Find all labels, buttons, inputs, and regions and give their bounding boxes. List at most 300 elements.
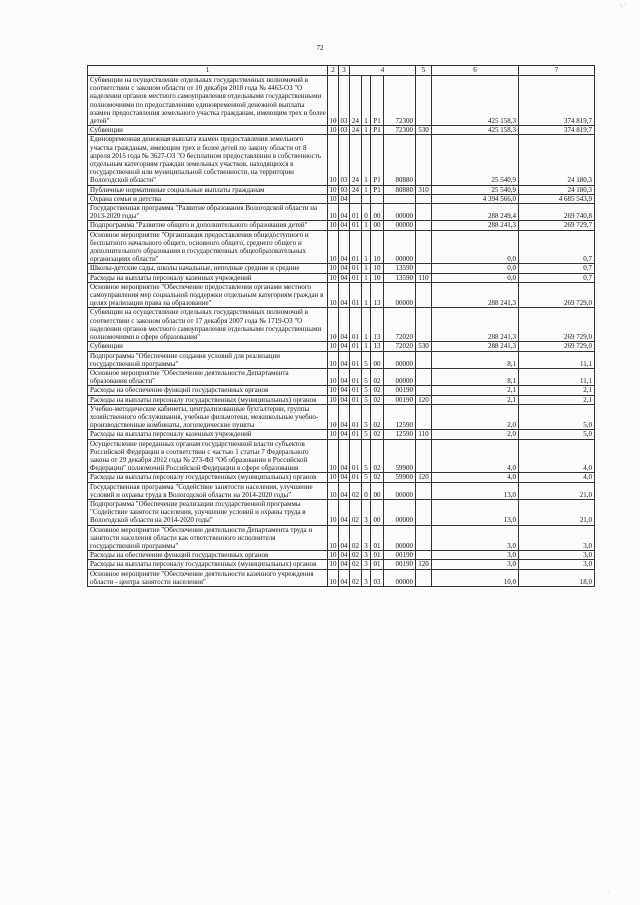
- table-row: [88, 194, 595, 203]
- row-name: Основное мероприятие "Обеспечение предоставления органами местного самоуправления мер социальной поддержки отдельным категориям граждан в целях реализации права на образование": [88, 282, 328, 308]
- row-subsection: 03: [339, 135, 350, 185]
- row-amount-2020: 288 241,3: [432, 342, 519, 351]
- row-amount-2020: 8,1: [432, 351, 519, 368]
- row-measure-code: 13: [371, 282, 384, 308]
- row-amount-2020: 288 249,4: [432, 204, 519, 221]
- row-expense-type: [416, 76, 432, 126]
- row-amount-2021: 18,0: [519, 569, 595, 586]
- row-section: 10: [328, 76, 339, 126]
- row-measure-code: 01: [371, 560, 384, 569]
- row-amount-2020: 288 241,3: [432, 282, 519, 308]
- row-subsection: 04: [340, 386, 348, 395]
- row-measure-code: P1: [371, 76, 384, 126]
- row-program-code: 01: [350, 342, 362, 351]
- row-program-code: 01: [350, 351, 362, 368]
- row-subprogram-code: 0: [362, 482, 371, 499]
- row-direction-code: 00000: [384, 230, 416, 264]
- row-section: 10: [329, 273, 337, 282]
- row-program-code: 02: [350, 499, 362, 525]
- row-direction-code: 80880: [384, 135, 416, 185]
- row-name: Субвенции на осуществление отдельных государственных полномочий в соответствии с законом области от 10 декабря 2018 года № 4463-ОЗ "О наделении органов местного самоуправления отдельными государственными полномочиями по предоставлению единовременной денежной выплаты взамен предоставления земельного участка гражданам, имеющим трех и более детей": [88, 76, 328, 126]
- row-subsection: 03: [340, 185, 348, 194]
- row-direction-code: 72300: [384, 76, 416, 126]
- table-row: [88, 430, 595, 439]
- row-name: Расходы на выплаты персоналу казенных учреждений: [88, 273, 328, 282]
- row-program-code: 01: [350, 368, 362, 385]
- row-section: 10: [328, 525, 339, 551]
- row-expense-type: [416, 221, 432, 230]
- header-cell-2: 2: [328, 66, 339, 76]
- row-amount-2020: 13,0: [432, 482, 519, 499]
- row-expense-type: 120: [416, 473, 432, 482]
- row-measure-code: 02: [371, 404, 384, 430]
- row-section: 10: [328, 569, 339, 586]
- row-direction-code: [384, 194, 416, 203]
- table-row: [88, 264, 595, 273]
- row-program-code: 02: [350, 560, 362, 569]
- row-name: Осуществление переданных органам государственной власти субъектов Российской Федерации в соответствии с частью 1 статьи 7 Федерального закона от 29 декабря 2012 года № 273-ФЗ "Об образовании в Российской Федерации" полномочий Российской Федерации в сфере образования: [88, 439, 328, 473]
- budget-table: [87, 65, 595, 587]
- row-expense-type: [416, 230, 432, 264]
- row-measure-code: 02: [371, 439, 384, 473]
- row-name: Государственная программа "Развитие образования Вологодской области на 2013-2020 годы": [88, 204, 328, 221]
- row-section: 10: [329, 430, 337, 439]
- row-amount-2021: 269 729,7: [519, 221, 595, 230]
- row-name: Подпрограмма "Развитие общего и дополнительного образования детей": [88, 221, 328, 230]
- row-section: 10: [328, 499, 339, 525]
- row-section: 10: [329, 386, 337, 395]
- row-name: Расходы на обеспечение функций государственных органов: [88, 386, 328, 395]
- row-section: 10: [329, 194, 337, 203]
- row-amount-2020: 2,0: [432, 404, 519, 430]
- row-amount-2020: 2,1: [432, 386, 519, 395]
- page-number: 72: [316, 44, 324, 52]
- row-section: 10: [328, 482, 339, 499]
- row-program-code: 02: [350, 551, 362, 560]
- row-subprogram-code: 1: [362, 264, 371, 273]
- table-row: [88, 551, 595, 560]
- row-section: 10: [328, 368, 339, 385]
- row-name: Основное мероприятие "Обеспечение деятельности Департамента образования области": [88, 368, 328, 385]
- row-subsection: 04: [340, 473, 348, 482]
- row-direction-code: 00000: [384, 204, 416, 221]
- row-amount-2020: 3,0: [432, 551, 519, 560]
- row-amount-2021: 2,1: [519, 386, 595, 395]
- row-name: Расходы на выплаты персоналу казенных учреждений: [88, 430, 328, 439]
- row-subprogram-code: 1: [362, 342, 371, 351]
- row-subsection: 04: [339, 308, 350, 342]
- row-direction-code: 72020: [384, 342, 416, 351]
- row-measure-code: 00: [371, 482, 384, 499]
- row-subprogram-code: 1: [362, 76, 371, 126]
- row-program-code: 24: [350, 135, 362, 185]
- row-section: 10: [328, 308, 339, 342]
- row-section: 10: [328, 230, 339, 264]
- corner-mark-bottom: · ·: [604, 889, 610, 895]
- row-amount-2021: 269 729,0: [519, 282, 595, 308]
- row-subsection: 04: [340, 342, 348, 351]
- row-name: Субвенции: [88, 126, 328, 135]
- table-row: [88, 404, 595, 430]
- row-expense-type: 110: [416, 430, 432, 439]
- table-row: [88, 395, 595, 404]
- row-name: Основное мероприятие "Обеспечение деятельности казенного учреждения области - центра занятости населения": [88, 569, 328, 586]
- row-amount-2020: 0,0: [432, 230, 519, 264]
- row-expense-type: 530: [416, 126, 432, 135]
- row-amount-2021: 2,1: [519, 395, 595, 404]
- row-measure-code: 03: [371, 569, 384, 586]
- row-amount-2021: 4,0: [519, 439, 595, 473]
- row-measure-code: 02: [371, 395, 384, 404]
- row-amount-2021: 3,0: [519, 560, 595, 569]
- row-amount-2021: 4 685 543,9: [519, 194, 595, 203]
- row-expense-type: [416, 135, 432, 185]
- row-expense-type: [416, 194, 432, 203]
- row-amount-2021: 269 729,0: [519, 308, 595, 342]
- row-amount-2020: 3,0: [432, 560, 519, 569]
- row-subsection: 04: [339, 499, 350, 525]
- row-direction-code: 00000: [384, 499, 416, 525]
- row-program-code: 01: [350, 221, 362, 230]
- table-row: [88, 273, 595, 282]
- row-section: 10: [328, 404, 339, 430]
- row-amount-2020: 288 241,3: [432, 221, 519, 230]
- row-subsection: 04: [339, 282, 350, 308]
- row-subsection: 04: [340, 395, 348, 404]
- row-subsection: 04: [339, 351, 350, 368]
- row-direction-code: 00000: [384, 221, 416, 230]
- table-row: [88, 482, 595, 499]
- row-amount-2020: 8,1: [432, 368, 519, 385]
- table-row: [88, 185, 595, 194]
- row-subprogram-code: 0: [362, 204, 371, 221]
- row-direction-code: 72300: [384, 126, 416, 135]
- row-subprogram-code: 1: [362, 126, 371, 135]
- row-amount-2021: 4,0: [519, 473, 595, 482]
- row-name: Охрана семьи и детства: [88, 194, 328, 203]
- row-subsection: 04: [339, 204, 350, 221]
- row-name: Субвенции: [88, 342, 328, 351]
- row-expense-type: [416, 404, 432, 430]
- row-program-code: 01: [350, 204, 362, 221]
- table-row: [88, 230, 595, 264]
- row-section: 10: [329, 395, 337, 404]
- row-subprogram-code: 1: [362, 273, 371, 282]
- row-measure-code: 02: [371, 368, 384, 385]
- row-subsection: 04: [339, 439, 350, 473]
- row-expense-type: [416, 264, 432, 273]
- row-direction-code: 00000: [384, 368, 416, 385]
- row-direction-code: 00000: [384, 525, 416, 551]
- table-row: [88, 342, 595, 351]
- row-section: 10: [329, 342, 337, 351]
- row-amount-2021: 0,7: [519, 230, 595, 264]
- row-measure-code: [371, 194, 384, 203]
- table-row: [88, 560, 595, 569]
- table-row: [88, 351, 595, 368]
- row-program-code: 01: [350, 230, 362, 264]
- row-program-code: 01: [350, 395, 362, 404]
- row-section: 10: [329, 264, 337, 273]
- row-amount-2020: 0,0: [432, 273, 519, 282]
- row-measure-code: 02: [371, 430, 384, 439]
- row-amount-2021: 5,0: [519, 404, 595, 430]
- row-amount-2020: 2,1: [432, 395, 519, 404]
- row-subsection: 03: [339, 76, 350, 126]
- row-direction-code: 00000: [384, 482, 416, 499]
- row-program-code: 24: [350, 126, 362, 135]
- row-direction-code: 12590: [384, 430, 416, 439]
- row-subprogram-code: 5: [362, 439, 371, 473]
- row-program-code: 01: [350, 308, 362, 342]
- row-subsection: 04: [340, 273, 348, 282]
- row-amount-2021: 3,0: [519, 551, 595, 560]
- row-section: 10: [329, 473, 337, 482]
- header-cell-5: 5: [416, 66, 432, 76]
- row-direction-code: 00000: [384, 282, 416, 308]
- row-amount-2021: 269 729,0: [519, 342, 595, 351]
- row-direction-code: 00190: [384, 551, 416, 560]
- row-measure-code: 00: [371, 499, 384, 525]
- row-amount-2021: 21,0: [519, 482, 595, 499]
- row-expense-type: [416, 368, 432, 385]
- row-name: Учебно-методические кабинеты, централизованные бухгалтерии, группы хозяйственного обслуживания, учебные фильмотеки, межшкольные учебно-производственные комбинаты, логопедические пункты: [88, 404, 328, 430]
- row-subsection: 04: [340, 194, 348, 203]
- row-amount-2020: 2,0: [432, 430, 519, 439]
- table-row: [88, 308, 595, 342]
- row-subsection: 04: [339, 404, 350, 430]
- row-expense-type: 110: [416, 273, 432, 282]
- row-program-code: 01: [350, 404, 362, 430]
- row-name: Основное мероприятие "Организация предоставления общедоступного и бесплатного начального общего, основного общего, среднего общего и дополнительного образования в государственных общеобразовательных организациях области": [88, 230, 328, 264]
- row-measure-code: 00: [371, 221, 384, 230]
- row-program-code: 24: [350, 185, 362, 194]
- row-amount-2020: 13,0: [432, 499, 519, 525]
- header-cell-6: 6: [432, 66, 519, 76]
- row-subsection: 04: [339, 569, 350, 586]
- row-direction-code: 00000: [384, 569, 416, 586]
- row-name: Подпрограмма "Обеспечение реализации государственной программы "Содействие занятости населения, улучшение условий и охраны труда в Вологодской области на 2014-2020 годы": [88, 499, 328, 525]
- row-measure-code: P1: [371, 135, 384, 185]
- table-row: [88, 126, 595, 135]
- row-amount-2021: 11,1: [519, 351, 595, 368]
- row-name: Публичные нормативные социальные выплаты гражданам: [88, 185, 328, 194]
- row-amount-2020: 0,0: [432, 264, 519, 273]
- row-name: Субвенции на осуществление отдельных государственных полномочий в соответствии с законом области от 17 декабря 2007 года № 1719-ОЗ "О наделении органов местного самоуправления отдельными государственными полномочиями в сфере образования": [88, 308, 328, 342]
- row-measure-code: 01: [371, 551, 384, 560]
- row-expense-type: [416, 282, 432, 308]
- table-row: [88, 221, 595, 230]
- row-direction-code: 13590: [384, 273, 416, 282]
- row-expense-type: [416, 551, 432, 560]
- row-amount-2021: 24 180,3: [519, 135, 595, 185]
- row-program-code: 24: [350, 76, 362, 126]
- row-program-code: 01: [350, 282, 362, 308]
- row-expense-type: [416, 308, 432, 342]
- row-name: Расходы на выплаты персоналу государственных (муниципальных) органов: [88, 560, 328, 569]
- row-subprogram-code: 3: [362, 551, 371, 560]
- row-program-code: 02: [350, 569, 362, 586]
- row-subsection: 04: [339, 525, 350, 551]
- row-program-code: 01: [350, 273, 362, 282]
- row-section: 10: [328, 135, 339, 185]
- row-name: Государственная программа "Содействие занятости населения, улучшение условий и охраны труда в Вологодской области на 2014-2020 годы": [88, 482, 328, 499]
- row-amount-2020: 3,0: [432, 525, 519, 551]
- row-expense-type: [416, 204, 432, 221]
- row-subsection: 04: [340, 430, 348, 439]
- row-amount-2020: 425 158,3: [432, 76, 519, 126]
- row-name: Подпрограмма "Обеспечение создания условий для реализации государственной программы": [88, 351, 328, 368]
- table-row: [88, 204, 595, 221]
- row-amount-2020: 25 540,9: [432, 185, 519, 194]
- table-row: [88, 569, 595, 586]
- table-row: [88, 135, 595, 185]
- row-section: 10: [329, 221, 337, 230]
- row-measure-code: 02: [371, 386, 384, 395]
- row-amount-2020: 4,0: [432, 473, 519, 482]
- row-program-code: 01: [350, 439, 362, 473]
- row-section: 10: [329, 126, 337, 135]
- row-direction-code: 00190: [384, 395, 416, 404]
- row-measure-code: 10: [371, 230, 384, 264]
- row-amount-2021: 269 740,8: [519, 204, 595, 221]
- row-direction-code: 00000: [384, 351, 416, 368]
- row-expense-type: [416, 499, 432, 525]
- row-expense-type: [416, 351, 432, 368]
- row-direction-code: 72020: [384, 308, 416, 342]
- row-amount-2020: 10,0: [432, 569, 519, 586]
- row-amount-2020: 25 540,9: [432, 135, 519, 185]
- row-subsection: 04: [339, 368, 350, 385]
- row-direction-code: 59900: [384, 473, 416, 482]
- row-amount-2021: 24 180,3: [519, 185, 595, 194]
- row-subsection: 04: [339, 230, 350, 264]
- row-amount-2021: 0,7: [519, 273, 595, 282]
- row-measure-code: P1: [371, 185, 384, 194]
- row-amount-2021: 374 819,7: [519, 76, 595, 126]
- row-measure-code: P1: [371, 126, 384, 135]
- row-section: 10: [329, 551, 337, 560]
- table-header-row: [88, 66, 595, 76]
- header-cell-7: 7: [519, 66, 595, 76]
- row-amount-2020: 4,0: [432, 439, 519, 473]
- row-direction-code: 00190: [384, 560, 416, 569]
- row-expense-type: 120: [416, 560, 432, 569]
- row-subprogram-code: 1: [362, 282, 371, 308]
- header-cell-3: 3: [339, 66, 350, 76]
- table-row: [88, 473, 595, 482]
- row-amount-2021: 5,0: [519, 430, 595, 439]
- row-subprogram-code: 3: [362, 525, 371, 551]
- row-subprogram-code: 5: [362, 368, 371, 385]
- row-amount-2021: 0,7: [519, 264, 595, 273]
- row-direction-code: 13590: [384, 264, 416, 273]
- row-subprogram-code: 3: [362, 569, 371, 586]
- row-subsection: 04: [340, 551, 348, 560]
- row-amount-2021: 11,1: [519, 368, 595, 385]
- row-expense-type: [416, 525, 432, 551]
- row-subprogram-code: 1: [362, 135, 371, 185]
- row-name: Расходы на обеспечение функций государственных органов: [88, 551, 328, 560]
- row-amount-2021: 3,0: [519, 525, 595, 551]
- row-expense-type: 120: [416, 395, 432, 404]
- row-subsection: 04: [340, 560, 348, 569]
- row-subsection: 04: [340, 221, 348, 230]
- row-program-code: [350, 194, 362, 203]
- row-subprogram-code: 1: [362, 185, 371, 194]
- row-expense-type: [416, 386, 432, 395]
- table-row: [88, 76, 595, 126]
- row-program-code: 01: [350, 473, 362, 482]
- row-name: Расходы на выплаты персоналу государственных (муниципальных) органов: [88, 395, 328, 404]
- corner-mark-top: ·, ·: [619, 2, 626, 8]
- table-row: [88, 282, 595, 308]
- row-amount-2020: 425 158,3: [432, 126, 519, 135]
- row-subprogram-code: 5: [362, 404, 371, 430]
- row-amount-2021: 21,0: [519, 499, 595, 525]
- row-subsection: 03: [340, 126, 348, 135]
- row-program-code: 02: [350, 482, 362, 499]
- row-subprogram-code: 1: [362, 221, 371, 230]
- row-expense-type: [416, 439, 432, 473]
- row-measure-code: 00: [371, 204, 384, 221]
- row-expense-type: [416, 482, 432, 499]
- row-direction-code: 80880: [384, 185, 416, 194]
- table-row: [88, 525, 595, 551]
- row-expense-type: 310: [416, 185, 432, 194]
- row-expense-type: [416, 569, 432, 586]
- table-row: [88, 499, 595, 525]
- row-program-code: 01: [350, 430, 362, 439]
- row-subprogram-code: 5: [362, 395, 371, 404]
- row-section: 10: [328, 439, 339, 473]
- row-subprogram-code: 5: [362, 473, 371, 482]
- row-amount-2020: 288 241,3: [432, 308, 519, 342]
- row-amount-2021: 374 819,7: [519, 126, 595, 135]
- row-subprogram-code: 3: [362, 560, 371, 569]
- row-section: 10: [328, 204, 339, 221]
- row-program-code: 01: [350, 386, 362, 395]
- header-cell-4: 4: [350, 66, 416, 76]
- row-section: 10: [328, 351, 339, 368]
- row-measure-code: 00: [371, 351, 384, 368]
- table-row: [88, 439, 595, 473]
- row-subprogram-code: [362, 194, 371, 203]
- table-row: [88, 368, 595, 385]
- row-direction-code: 00190: [384, 386, 416, 395]
- row-measure-code: 02: [371, 473, 384, 482]
- row-direction-code: 59900: [384, 439, 416, 473]
- row-program-code: 02: [350, 525, 362, 551]
- row-subprogram-code: 1: [362, 230, 371, 264]
- header-cell-1: 1: [88, 66, 328, 76]
- row-measure-code: 01: [371, 525, 384, 551]
- row-name: Школы-детские сады, школы начальные, неполные средние и средние: [88, 264, 328, 273]
- row-section: 10: [329, 560, 337, 569]
- row-name: Основное мероприятие "Обеспечение деятельности Департамента труда и занятости населения области как ответственного исполнителя государственной программы": [88, 525, 328, 551]
- row-measure-code: 10: [371, 264, 384, 273]
- row-section: 10: [329, 185, 337, 194]
- row-measure-code: 13: [371, 342, 384, 351]
- row-measure-code: 10: [371, 273, 384, 282]
- row-name: Расходы на выплаты персоналу государственных (муниципальных) органов: [88, 473, 328, 482]
- row-subprogram-code: 5: [362, 351, 371, 368]
- row-expense-type: 530: [416, 342, 432, 351]
- table-row: [88, 386, 595, 395]
- row-name: Единовременная денежная выплата взамен предоставления земельного участка гражданам, имеющим трех и более детей по закону области от 8 апреля 2015 года № 3627-ОЗ "О бесплатном предоставлении в собственность отдельным категориям граждан земельных участков, находящихся в государственной или муниципальной собственности, на территории Вологодской области": [88, 135, 328, 185]
- row-program-code: 01: [350, 264, 362, 273]
- row-amount-2020: 4 394 566,0: [432, 194, 519, 203]
